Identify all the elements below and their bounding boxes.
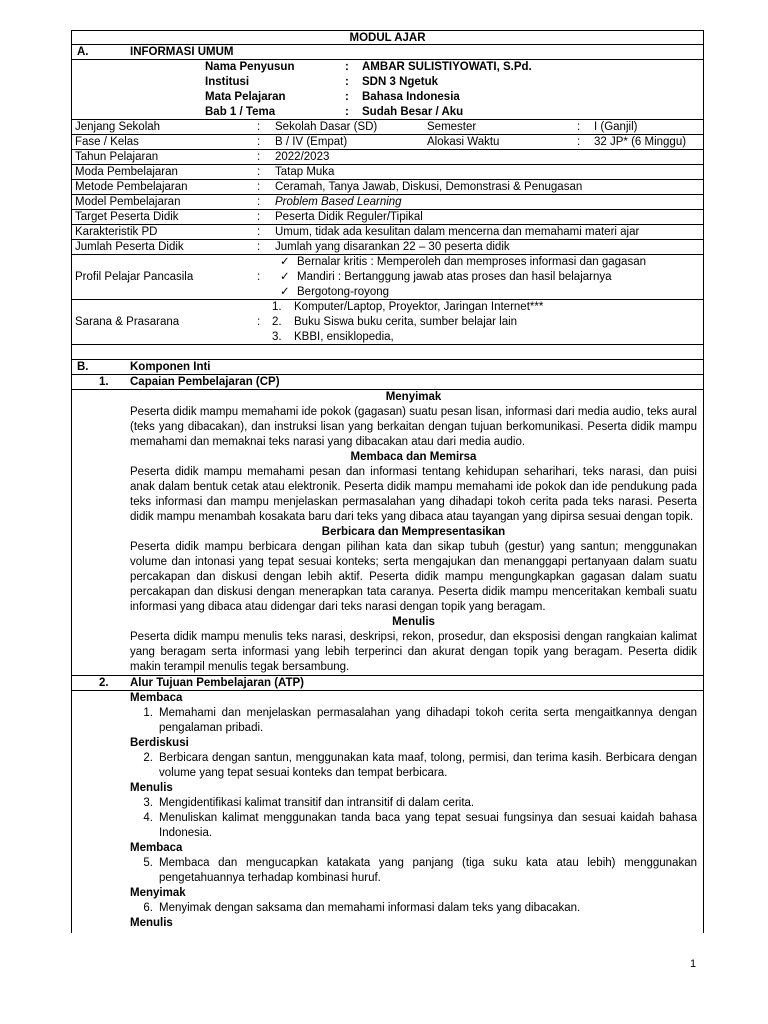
cp-header	[71, 375, 704, 390]
info-value: Bahasa Indonesia	[362, 91, 460, 103]
cp-paragraph: Peserta didik mampu berbicara dengan pilihan kata dan sikap tubuh (gestur) yang santun; menggunakan volume dan intonasi yang tepat sesuai konteks; serta mengajukan dan menanggapi pertanyaan dalam suatu percakapan dan diskusi dengan lebih aktif. Peserta didik mampu mengungkapkan gagasan dalam suatu percakapan dan diskusi dengan menerapkan tata caranya. Peserta didik mampu menceritakan kembali suatu informasi yang dibaca atau didengar dari teks narasi dengan topik yang beragam.	[130, 541, 697, 613]
profil-item: Mandiri : Bertanggung jawab atas proses dan hasil belajarnya	[297, 271, 612, 283]
info-colon: :	[577, 121, 581, 133]
info-value: Problem Based Learning	[275, 196, 402, 208]
spacer-row	[71, 345, 704, 360]
info-colon: :	[257, 181, 261, 193]
cp-heading: Berbicara dan Mempresentasikan	[321, 526, 506, 538]
list-number: 2.	[143, 752, 153, 764]
section-b-header	[71, 360, 704, 375]
info-label: Model Pembelajaran	[75, 196, 181, 208]
info-row-profil	[71, 255, 704, 300]
section-b-title: Komponen Inti	[130, 361, 211, 373]
info-colon: :	[257, 196, 261, 208]
info-value: I (Ganjil)	[594, 121, 638, 133]
info-value: Ceramah, Tanya Jawab, Diskusi, Demonstrasi & Penugasan	[275, 181, 583, 193]
section-b-letter: B.	[77, 361, 89, 373]
atp-group-heading: Menulis	[130, 782, 173, 794]
profil-item: Bergotong-royong	[297, 286, 390, 298]
cp-paragraph: Peserta didik mampu memahami ide pokok (gagasan) suatu pesan lisan, informasi dari media audio, teks aural (teks yang dibacakan), dan instruksi lisan yang berkaitan dengan tujuan berkomunikasi. Peserta didik mampu memahami dan memaknai teks narasi yang dibacakan atau dari media audio.	[130, 406, 697, 448]
info-value: 32 JP* (6 Minggu)	[594, 136, 687, 148]
info-label: Profil Pelajar Pancasila	[75, 271, 194, 283]
cp-title: Capaian Pembelajaran (CP)	[130, 376, 280, 388]
section-a-letter: A.	[77, 46, 89, 58]
info-colon: :	[345, 61, 349, 73]
info-row-jenjang	[71, 120, 704, 135]
atp-body	[71, 691, 704, 933]
info-value: Umum, tidak ada kesulitan dalam mencerna dan memahami materi ajar	[275, 226, 640, 238]
atp-group-heading: Membaca	[130, 842, 183, 854]
info-label: Semester	[427, 121, 477, 133]
cp-heading: Membaca dan Memirsa	[350, 451, 477, 463]
list-item	[130, 706, 697, 736]
author-info-row	[72, 75, 703, 90]
cp-heading: Menulis	[392, 616, 435, 628]
info-row	[71, 240, 704, 255]
info-row	[71, 150, 704, 165]
atp-title: Alur Tujuan Pembelajaran (ATP)	[130, 677, 305, 689]
info-label: Bab 1 / Tema	[205, 106, 276, 118]
sarana-item: Komputer/Laptop, Proyektor, Jaringan Internet***	[294, 301, 544, 313]
info-value: 2022/2023	[275, 151, 330, 163]
info-label: Mata Pelajaran	[205, 91, 286, 103]
info-colon: :	[257, 241, 261, 253]
list-item	[130, 751, 697, 781]
atp-header	[71, 676, 704, 691]
document-title	[71, 30, 704, 45]
list-text: Membaca dan mengucapkan katakata yang panjang (tiga suku kata atau lebih) menggunakan pengetahuannya terhadap kombinasi huruf.	[159, 857, 697, 884]
list-number: 1.	[272, 301, 282, 313]
atp-group-heading: Menyimak	[130, 887, 186, 899]
info-colon: :	[345, 76, 349, 88]
info-label: Target Peserta Didik	[75, 211, 179, 223]
list-number: 2.	[272, 316, 282, 328]
info-row-fase	[71, 135, 704, 150]
info-value: AMBAR SULISTIYOWATI, S.Pd.	[362, 61, 532, 73]
info-value: Sekolah Dasar (SD)	[275, 121, 378, 133]
atp-number: 2.	[99, 677, 109, 689]
info-colon: :	[257, 226, 261, 238]
info-row	[71, 210, 704, 225]
info-label: Alokasi Waktu	[427, 136, 500, 148]
info-label: Sarana & Prasarana	[75, 316, 180, 328]
info-label: Institusi	[205, 76, 250, 88]
list-number: 1.	[143, 707, 153, 719]
info-label: Jenjang Sekolah	[75, 121, 161, 133]
info-label: Moda Pembelajaran	[75, 166, 178, 178]
info-value: Tatap Muka	[275, 166, 335, 178]
list-text: Memahami dan menjelaskan permasalahan yang dihadapi tokoh cerita serta mengaitkannya dengan pengalaman pribadi.	[159, 707, 697, 734]
page-number: 1	[690, 958, 697, 970]
info-colon: :	[257, 121, 261, 133]
cp-number: 1.	[99, 376, 109, 388]
check-icon: ✓	[280, 286, 290, 298]
sarana-item: KBBI, ensiklopedia,	[294, 331, 394, 343]
info-value: Jumlah yang disarankan 22 – 30 peserta didik	[275, 241, 510, 253]
list-number: 3.	[272, 331, 282, 343]
info-colon: :	[257, 166, 261, 178]
info-row	[71, 195, 704, 210]
info-colon: :	[345, 91, 349, 103]
info-colon: :	[257, 271, 261, 283]
info-value: Sudah Besar / Aku	[362, 106, 464, 118]
title-text: MODUL AJAR	[349, 31, 426, 44]
list-item	[130, 856, 697, 886]
info-value: SDN 3 Ngetuk	[362, 76, 439, 88]
atp-group-heading: Membaca	[130, 692, 183, 704]
info-colon: :	[257, 151, 261, 163]
cp-body	[71, 390, 704, 676]
info-colon: :	[257, 136, 261, 148]
profil-item: Bernalar kritis : Memperoleh dan memproses informasi dan gagasan	[297, 256, 646, 268]
info-label: Karakteristik PD	[75, 226, 158, 238]
list-number: 3.	[143, 797, 153, 809]
info-colon: :	[345, 106, 349, 118]
section-a-title: INFORMASI UMUM	[130, 46, 234, 58]
list-text: Berbicara dengan santun, menggunakan kata maaf, tolong, permisi, dan terima kasih. Berbicara dengan volume yang tepat sesuai konteks dan tempat berbicara.	[159, 752, 697, 779]
info-label: Metode Pembelajaran	[75, 181, 188, 193]
list-text: Mengidentifikasi kalimat transitif dan intransitif di dalam cerita.	[159, 797, 475, 809]
sarana-item: Buku Siswa buku cerita, sumber belajar lain	[294, 316, 518, 328]
list-item	[130, 901, 697, 916]
list-text: Menyimak dengan saksama dan memahami informasi dalam teks yang dibacakan.	[159, 902, 581, 914]
document-page	[71, 30, 704, 933]
info-row	[71, 225, 704, 240]
cp-heading: Menyimak	[385, 391, 442, 403]
author-info-row	[72, 105, 703, 120]
list-text: Menuliskan kalimat menggunakan tanda baca yang tepat sesuai fungsinya dan sesuai kaidah bahasa Indonesia.	[159, 812, 697, 839]
info-label: Fase / Kelas	[75, 136, 139, 148]
list-item	[130, 811, 697, 841]
list-number: 4.	[143, 812, 153, 824]
atp-group-heading: Berdiskusi	[130, 737, 189, 749]
section-a-header	[71, 45, 704, 60]
check-icon: ✓	[280, 256, 290, 268]
info-label: Tahun Pelajaran	[75, 151, 159, 163]
info-colon: :	[257, 316, 261, 328]
info-label: Nama Penyusun	[205, 61, 295, 73]
info-colon: :	[257, 211, 261, 223]
info-colon: :	[577, 136, 581, 148]
info-label: Jumlah Peserta Didik	[75, 241, 184, 253]
author-info-row	[72, 60, 703, 75]
info-row	[71, 180, 704, 195]
cp-paragraph: Peserta didik mampu menulis teks narasi, deskripsi, rekon, prosedur, dan eksposisi dengan rangkaian kalimat yang beragam serta informasi yang lebih terperinci dan akurat dengan topik yang beragam. Peserta didik makin terampil menulis tegak bersambung.	[130, 631, 697, 673]
info-value: Peserta Didik Reguler/Tipikal	[275, 211, 423, 223]
author-info-row	[72, 90, 703, 105]
atp-group-heading: Menulis	[130, 917, 173, 929]
check-icon: ✓	[280, 271, 290, 283]
info-value: B / IV (Empat)	[275, 136, 348, 148]
author-info-block	[71, 60, 704, 120]
list-item	[130, 796, 697, 811]
list-number: 5.	[143, 857, 153, 869]
info-row	[71, 165, 704, 180]
list-number: 6.	[143, 902, 153, 914]
info-row-sarana	[71, 300, 704, 345]
cp-paragraph: Peserta didik mampu memahami pesan dan informasi tentang kehidupan seharihari, teks narasi, dan puisi anak dalam bentuk cetak atau elektronik. Peserta didik mampu memahami ide pokok dan ide pendukung pada teks informasi dan mampu menjelaskan permasalahan yang dihadapi tokoh cerita pada teks narasi. Peserta didik mampu menambah kosakata baru dari teks yang dibaca atau tayangan yang dipirsa sesuai dengan topik.	[130, 466, 697, 523]
